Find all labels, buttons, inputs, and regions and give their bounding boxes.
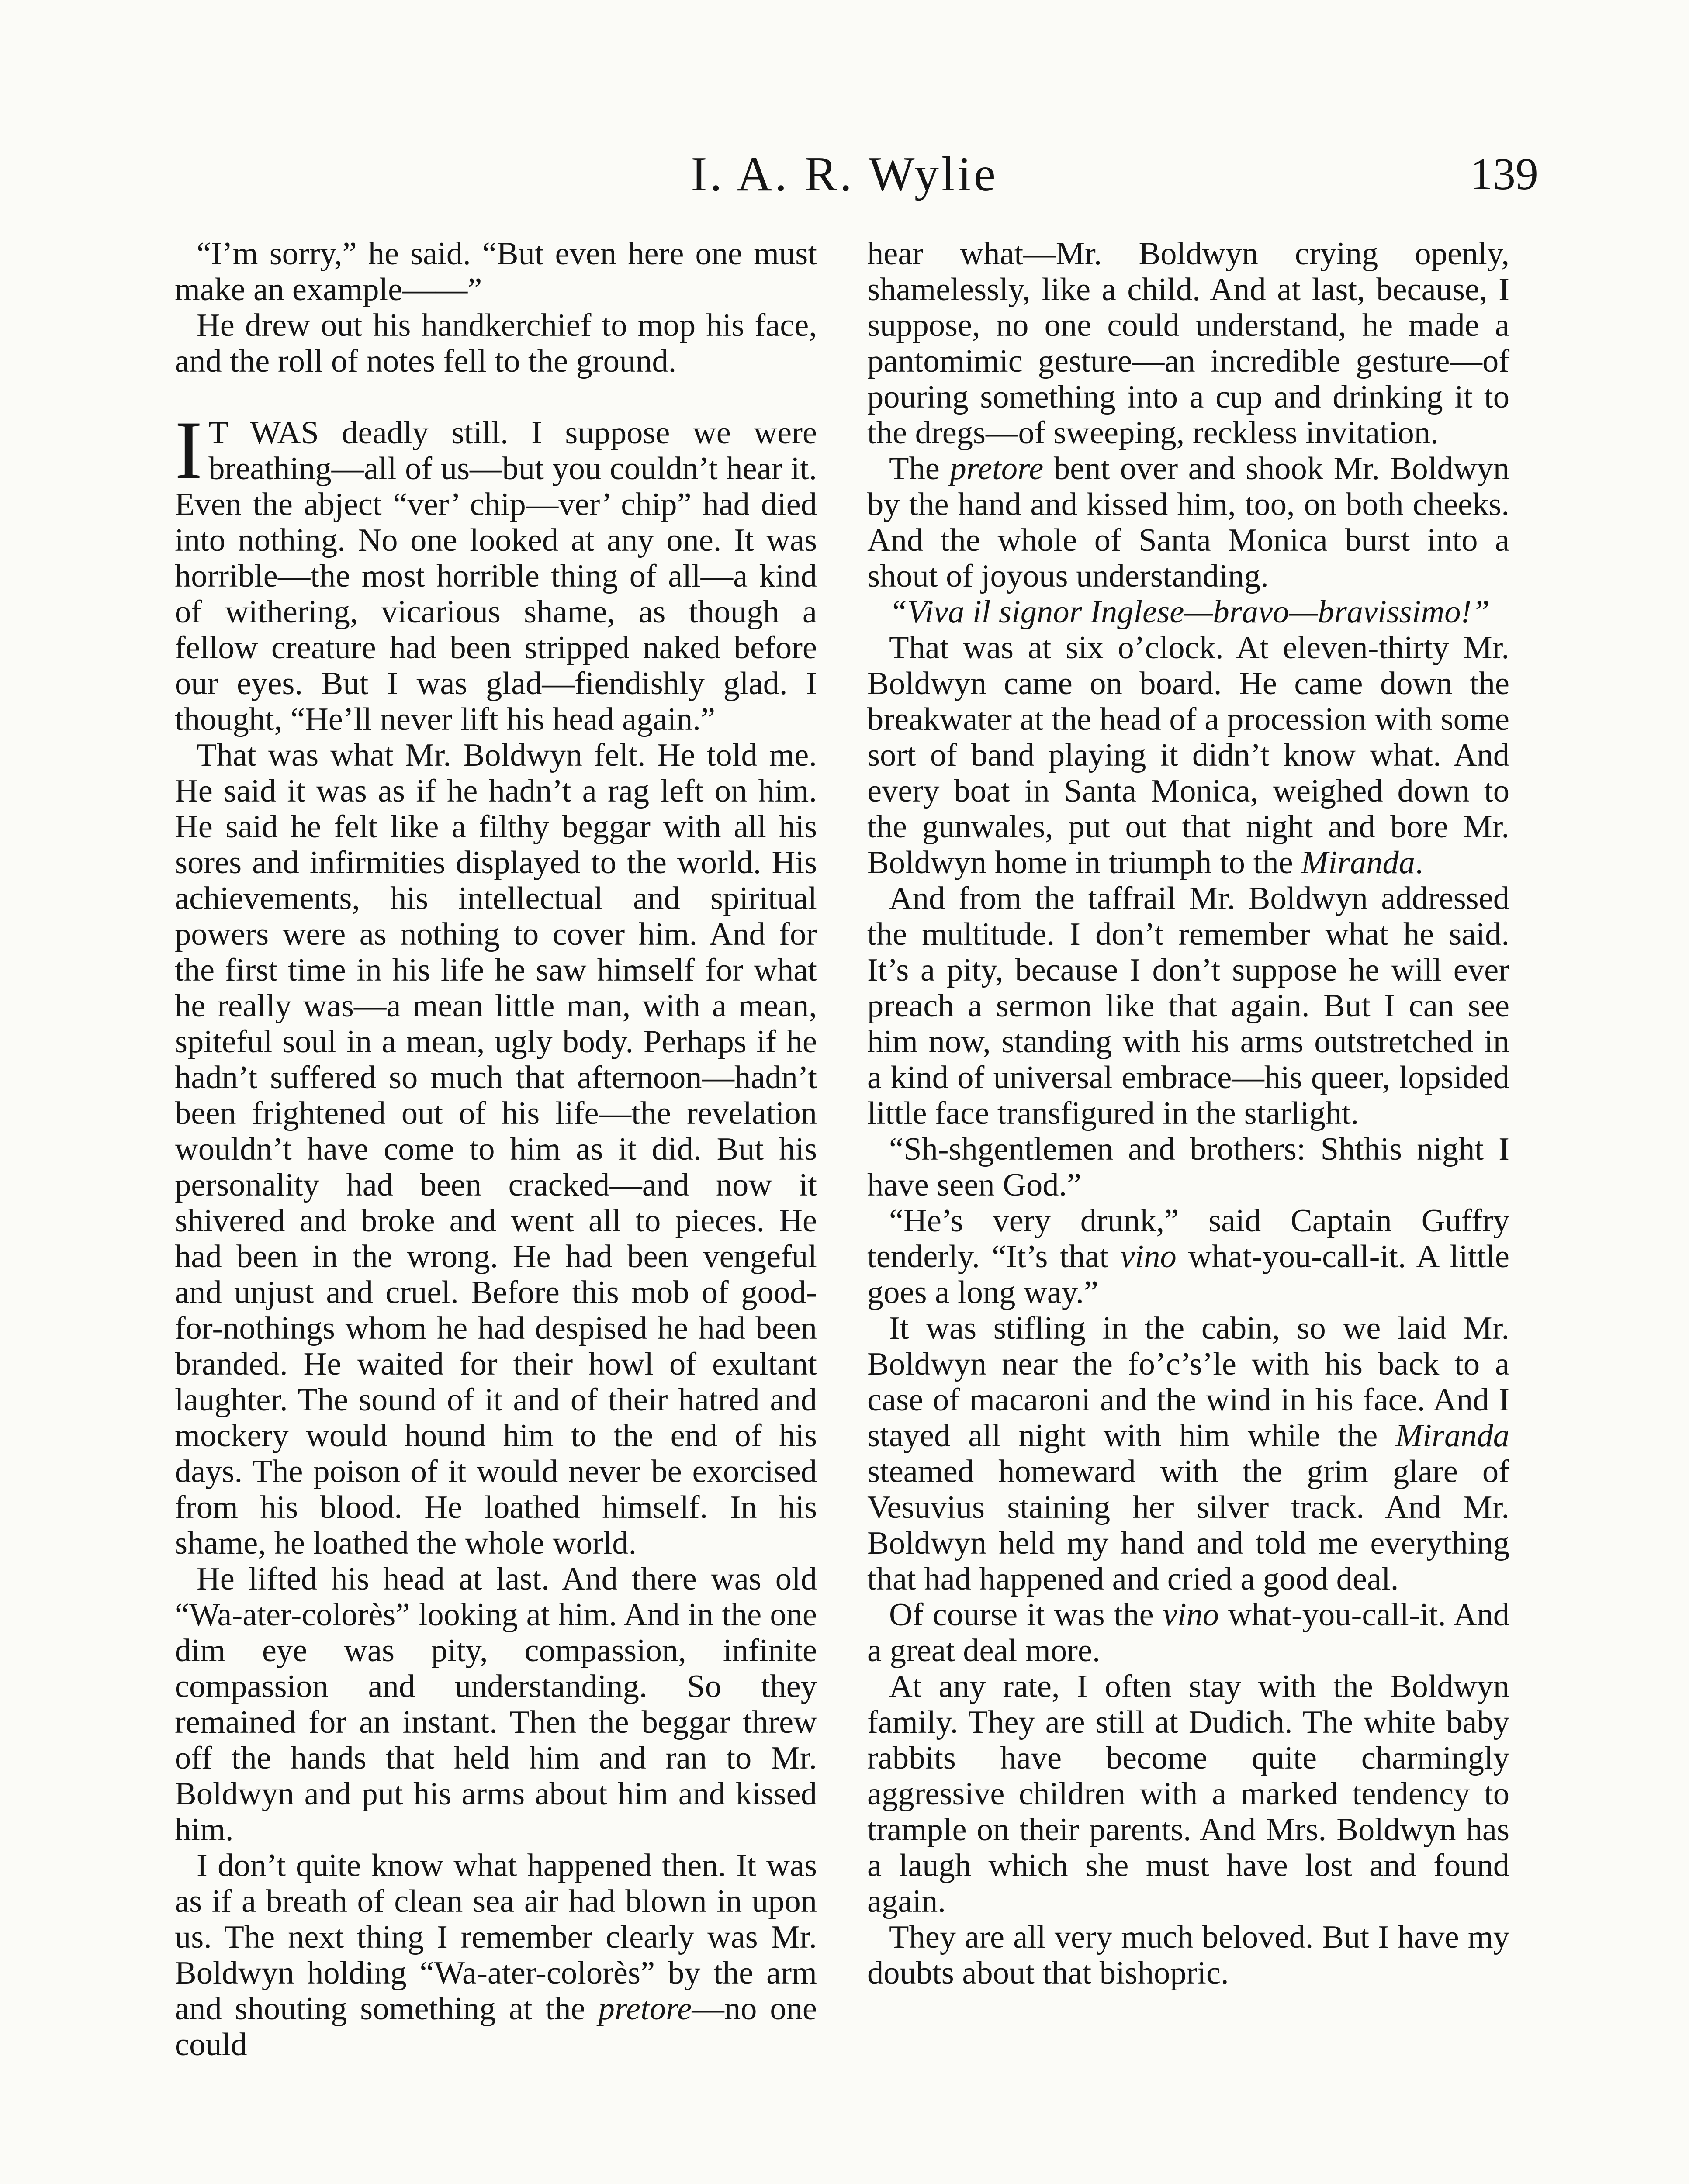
paragraph-continued: hear what—Mr. Boldwyn crying openly, shamelessly, like a child. And at last, because, I suppose, no one could understand, he made a pantomimic gesture—an incredible gesture—of pouring something into a cup and drinking it to the dregs—of sweeping, reckless invitation. — [867, 236, 1509, 451]
italic-word: vino — [1163, 1597, 1219, 1633]
text-run: The — [889, 451, 950, 487]
text-run: what-you-call-it. And a great deal more. — [867, 1597, 1509, 1669]
text-run: steamed homeward with the grim glare of Vesuvius staining her silver track. And Mr. Boldwyn held my hand and told me everything that had happened and cried a good deal. — [867, 1454, 1509, 1597]
drop-cap: I — [175, 404, 203, 496]
paragraph: At any rate, I often stay with the Boldwyn family. They are still at Dudich. The white baby rabbits have become quite charmingly aggressive children with a marked tendency to trample on their parents. And Mrs. Boldwyn has a laugh which she must have lost and found again. — [867, 1669, 1509, 1919]
paragraph — [867, 1597, 1509, 1669]
paragraph: “Sh-shgentlemen and brothers: Shthis night I have seen God.” — [867, 1131, 1509, 1203]
paragraph — [867, 1203, 1509, 1310]
text-run: That was at six o’clock. At eleven-thirty Mr. Boldwyn came on board. He came down the breakwater at the head of a procession with some sort of band playing it didn’t know what. And every boat in Santa Monica, weighed down to the gunwales, put out that night and bore Mr. Boldwyn home in triumph to the — [867, 630, 1509, 881]
text-run: It was stifling in the cabin, so we laid Mr. Boldwyn near the fo’c’s’le with his back to a case of macaroni and the wind in his face. And I stayed all night with him while the — [867, 1310, 1509, 1454]
paragraph: That was what Mr. Boldwyn felt. He told me. He said it was as if he hadn’t a rag left on him. He said he felt like a filthy beggar with all his sores and infirmities displayed to the world. His achievements, his intellectual and spiritual powers were as nothing to cover him. And for the first time in his life he saw himself for what he really was—a mean little man, with a mean, spiteful soul in a mean, ugly body. Perhaps if he hadn’t suffered so much that afternoon—hadn’t been frightened out of his life—the revelation wouldn’t have come to him as it did. But his personality had been cracked—and now it shivered and broke and went all to pieces. He had been in the wrong. He had been vengeful and unjust and cruel. Before this mob of good-for-nothings whom he had despised he had been branded. He waited for their howl of exultant laughter. The sound of it and of their hatred and mockery would hound him to the end of his days. The poison of it would never be exorcised from his blood. He loathed himself. In his shame, he loathed the whole world. — [175, 737, 817, 1561]
italic-word: Miranda — [1395, 1418, 1509, 1454]
paragraph: They are all very much beloved. But I have my doubts about that bishopric. — [867, 1919, 1509, 1991]
italic-word: pretore — [950, 451, 1044, 487]
paragraph: “I’m sorry,” he said. “But even here one must make an example——” — [175, 236, 817, 308]
italic-word: Miranda — [1301, 845, 1416, 881]
paragraph — [867, 451, 1509, 594]
paragraph — [175, 1848, 817, 2063]
paragraph — [867, 630, 1509, 881]
section-opening-paragraph — [175, 404, 817, 737]
paragraph: He lifted his head at last. And there was old “Wa-ater-colorès” looking at him. And in the one dim eye was pity, compassion, infinite compassion and understanding. So they remained for an instant. Then the beggar threw off the hands that held him and ran to Mr. Boldwyn and put his arms about him and kissed him. — [175, 1561, 817, 1848]
text-run: bent over and shook Mr. Boldwyn by the hand and kissed him, too, on both cheeks. And the whole of Santa Monica burst into a shout of joyous understanding. — [867, 451, 1509, 594]
text-run: Of course it was the — [889, 1597, 1163, 1633]
right-column — [867, 236, 1509, 1991]
text-run: . — [1415, 845, 1423, 881]
left-column — [175, 236, 817, 2063]
italic-word: vino — [1120, 1239, 1177, 1275]
paragraph — [867, 1310, 1509, 1597]
text-run: I don’t quite know what happened then. It was as if a breath of clean sea air had blown in upon us. The next thing I remember clearly was Mr. Boldwyn holding “Wa-ater-colorès” by the arm and shouting something at the — [175, 1848, 817, 2027]
italic-word: pretore — [598, 1991, 692, 2027]
italic-quote — [867, 594, 1509, 630]
text-run: what-you-call-it. A little goes a long way.” — [867, 1239, 1509, 1310]
text-run: “He’s very drunk,” said Captain Guffry tenderly. “It’s that — [867, 1203, 1509, 1275]
paragraph-text: T WAS deadly still. I suppose we were breathing—all of us—but you couldn’t hear it. Even the abject “ver’ chip—ver’ chip” had died into nothing. No one looked at any one. It was horrible—the most horrible thing of all—a kind of withering, vicarious shame, as though a fellow creature had been stripped naked before our eyes. But I was glad—fiendishly glad. I thought, “He’ll never lift his head again.” — [175, 415, 817, 737]
page-number: 139 — [1470, 149, 1538, 199]
running-header — [0, 146, 1689, 216]
paragraph: And from the taffrail Mr. Boldwyn addressed the multitude. I don’t remember what he said. It’s a pity, because I don’t suppose he will ever preach a sermon like that again. But I can see him now, standing with his arms outstretched in a kind of universal embrace—his queer, lopsided little face transfigured in the starlight. — [867, 881, 1509, 1131]
running-head-author: I. A. R. Wylie — [691, 147, 998, 201]
italic-line: “Viva il signor Inglese—bravo—bravissimo!” — [889, 594, 1490, 630]
text-run: —no one could — [175, 1991, 817, 2063]
paragraph: He drew out his handkerchief to mop his face, and the roll of notes fell to the ground. — [175, 308, 817, 379]
